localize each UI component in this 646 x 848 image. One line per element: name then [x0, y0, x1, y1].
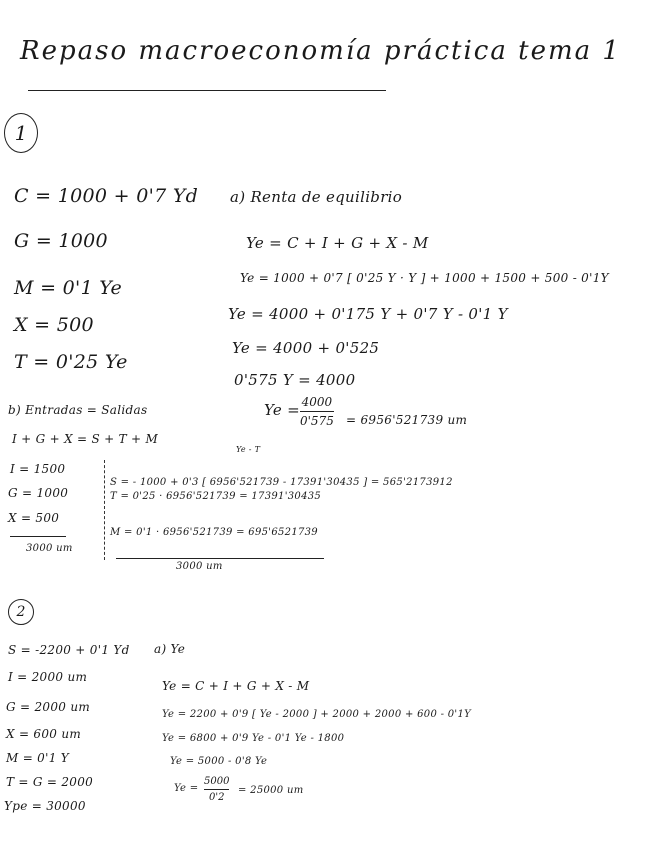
part-a-line-3: Ye = 4000 + 0'175 Y + 0'7 Y - 0'1 Y — [228, 305, 508, 323]
ex2-given-imports: M = 0'1 Y — [6, 751, 69, 765]
ex2-part-a-line-3: Ye = 6800 + 0'9 Ye - 0'1 Ye - 1800 — [162, 733, 345, 744]
part-b-sum-line-left — [10, 536, 66, 537]
fraction-denominator: 0'575 — [300, 414, 334, 429]
part-a-result-fraction — [300, 395, 334, 428]
part-b-sum-line-right — [116, 558, 324, 559]
given-consumption: C = 1000 + 0'7 Yd — [14, 185, 199, 207]
ex2-part-a-heading: a) Ye — [154, 642, 186, 656]
fraction-bar — [300, 411, 334, 412]
part-a-heading: a) Renta de equilibrio — [230, 188, 403, 206]
part-b-heading: b) Entradas = Salidas — [8, 403, 148, 417]
fraction-denominator: 0'2 — [208, 792, 225, 804]
part-a-result-rhs: = 6956'521739 um — [346, 413, 468, 427]
exercise-number-2: 2 — [8, 599, 34, 625]
ex2-given-potential-income: Ype = 30000 — [4, 799, 86, 813]
ex2-given-exports: X = 600 um — [6, 727, 82, 741]
fraction-numerator: 5000 — [204, 776, 230, 787]
part-b-investment: I = 1500 — [10, 462, 66, 476]
page-title: Repaso macroeconomía práctica tema 1 — [20, 36, 621, 66]
part-b-total-left: 3000 um — [26, 543, 73, 554]
fraction-numerator: 4000 — [301, 395, 333, 409]
part-a-result-lhs: Ye = — [264, 401, 301, 419]
ex2-part-a-line-2: Ye = 2200 + 0'9 [ Ye - 2000 ] + 2000 + 2000 + 600 - 0'1Y — [162, 709, 472, 720]
part-b-savings: S = - 1000 + 0'3 [ 6956'521739 - 17391'30435 ] = 565'2173912 — [110, 477, 453, 488]
given-exports: X = 500 — [14, 314, 94, 336]
ex2-part-a-line-4: Ye = 5000 - 0'8 Ye — [170, 756, 268, 767]
ex2-part-a-result-rhs: = 25000 um — [238, 785, 304, 796]
ex2-given-investment: I = 2000 um — [8, 670, 88, 684]
part-a-line-2: Ye = 1000 + 0'7 [ 0'25 Y · Y ] + 1000 + 1500 + 500 - 0'1Y — [240, 271, 609, 285]
part-b-identity: I + G + X = S + T + M — [12, 432, 159, 446]
part-b-imports: M = 0'1 · 6956'521739 = 695'6521739 — [110, 527, 318, 538]
exercise-number-1: 1 — [4, 113, 38, 153]
part-b-government: G = 1000 — [8, 486, 69, 500]
given-imports: M = 0'1 Ye — [14, 277, 123, 299]
part-b-exports: X = 500 — [8, 511, 60, 525]
part-a-line-4: Ye = 4000 + 0'525 — [232, 339, 380, 357]
part-b-annotation: Ye - T — [236, 445, 261, 454]
given-taxes: T = 0'25 Ye — [14, 351, 128, 373]
title-underline — [28, 90, 386, 91]
given-government: G = 1000 — [14, 230, 108, 252]
part-b-bracket — [104, 460, 105, 560]
part-a-line-5: 0'575 Y = 4000 — [234, 371, 356, 389]
part-b-taxes: T = 0'25 · 6956'521739 = 17391'30435 — [110, 491, 322, 502]
ex2-part-a-line-1: Ye = C + I + G + X - M — [162, 679, 310, 693]
part-a-line-1: Ye = C + I + G + X - M — [246, 234, 429, 252]
part-b-total-right: 3000 um — [176, 561, 223, 572]
ex2-part-a-result-fraction — [204, 776, 229, 803]
ex2-given-government: G = 2000 um — [6, 700, 91, 714]
ex2-given-savings: S = -2200 + 0'1 Yd — [8, 643, 130, 657]
ex2-given-taxes: T = G = 2000 — [6, 775, 94, 789]
fraction-bar — [204, 789, 229, 790]
ex2-part-a-result-lhs: Ye = — [174, 783, 199, 794]
